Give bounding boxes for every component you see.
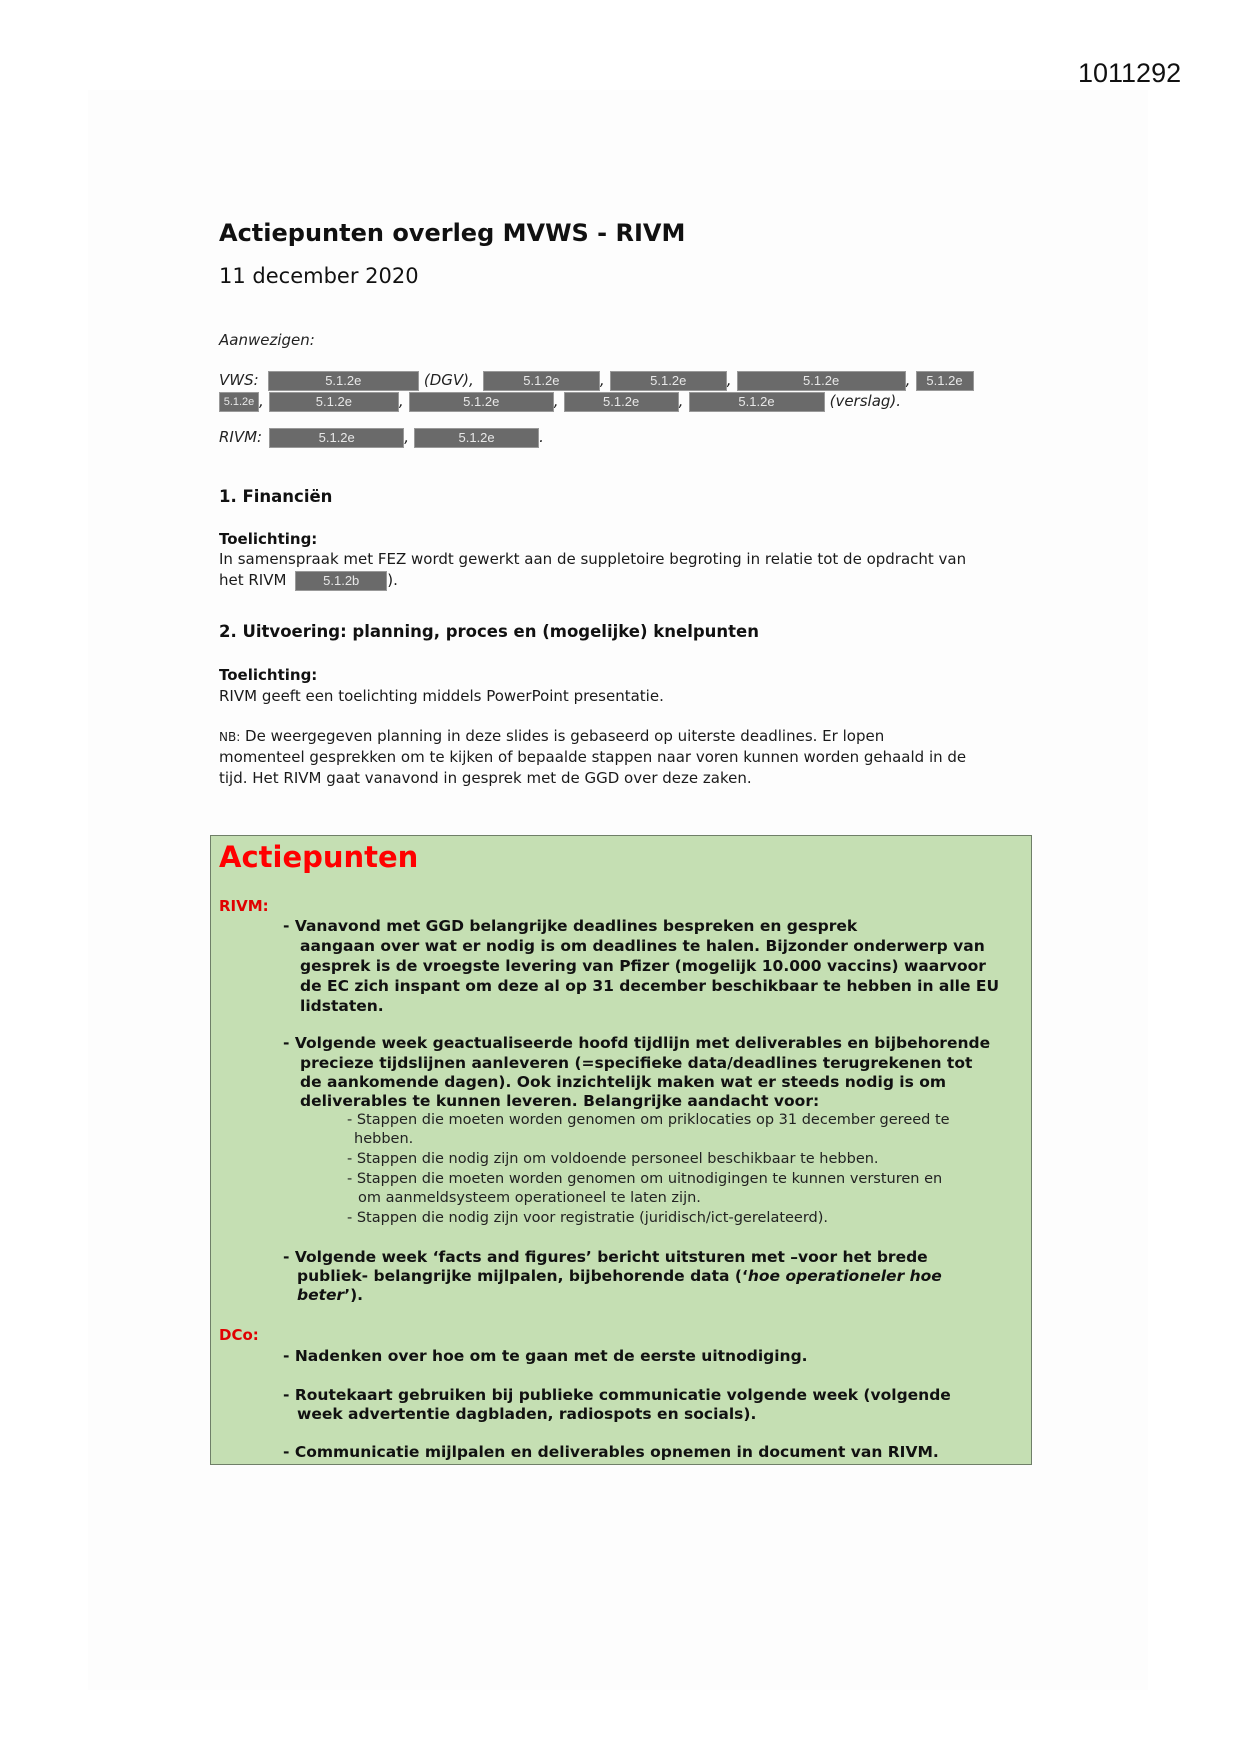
verslag-note: (verslag). [829,392,902,410]
separator: , [678,392,684,410]
vws-attendees-row-1 [219,370,974,391]
separator: . [539,428,544,446]
action-item-line: precieze tijdslijnen aanleveren (=specifieke data/deadlines terugrekenen tot [300,1054,973,1072]
action-item: - Routekaart gebruiken bij publieke communicatie volgende week (volgende [283,1386,951,1404]
dgv-note: (DGV), [423,371,474,389]
redaction-box: 5.1.2e [268,371,419,391]
redaction-box: 5.1.2e [610,371,727,391]
action-item-line: lidstaten. [300,997,384,1015]
page-title: Actiepunten overleg MVWS - RIVM [219,219,686,247]
redaction-box: 5.1.2e [414,428,539,448]
owner-label-rivm: RIVM: [219,897,269,915]
text-fragment: De weergegeven planning in deze slides is gebaseerd op uiterste deadlines. Er lopen [245,727,885,745]
action-item-line [297,1285,363,1305]
action-item-line: aangaan over wat er nodig is om deadlines te halen. Bijzonder onderwerp van [300,937,985,955]
redaction-box: 5.1.2e [269,428,404,448]
redaction-box: 5.1.2e [483,371,600,391]
rivm-label: RIVM: [219,428,263,446]
text-fragment: ). [387,571,398,589]
redaction-box: 5.1.2e [219,392,259,412]
separator: , [553,392,559,410]
section-heading-financien: 1. Financiën [219,487,333,506]
redaction-box: 5.1.2e [564,392,679,412]
separator: , [259,392,264,410]
text-fragment: publiek- belangrijke mijlpalen, bijbehorende data (‘ [297,1267,748,1285]
action-item: - Vanavond met GGD belangrijke deadlines bespreken en gesprek [283,917,858,935]
uitvoering-text: RIVM geeft een toelichting middels PowerPoint presentatie. [219,687,664,705]
section-heading-uitvoering: 2. Uitvoering: planning, proces en (mogelijke) knelpunten [219,622,759,641]
action-item-line [297,1266,942,1286]
attendees-label: Aanwezigen: [219,331,315,349]
meeting-date: 11 december 2020 [219,264,419,288]
separator: , [599,371,605,389]
separator: , [726,371,732,389]
separator: , [404,428,409,446]
sub-item-line: om aanmeldsysteem operationeel te laten zijn. [358,1190,701,1206]
text-fragment: ’). [344,1286,364,1304]
text-fragment-italic: hoe operationeler hoe [747,1267,942,1285]
action-item-line: de EC zich inspant om deze al op 31 december beschikbaar te hebben in alle EU [300,977,1000,995]
separator: , [905,371,911,389]
redaction-box: 5.1.2b [295,571,387,591]
sub-item: - Stappen die nodig zijn om voldoende personeel beschikbaar te hebben. [347,1151,879,1167]
toelichting-label: Toelichting: [219,666,318,684]
sub-item-line: hebben. [354,1131,414,1147]
text-fragment-italic: beter [297,1286,345,1304]
vws-label: VWS: [219,371,259,389]
nb-line-1 [219,726,884,747]
redaction-box: 5.1.2e [737,371,906,391]
action-item: - Volgende week geactualiseerde hoofd tijdlijn met deliverables en bijbehorende [283,1034,991,1052]
redaction-box: 5.1.2e [269,392,399,412]
financien-text-line-2 [219,570,398,591]
text-fragment: het RIVM [219,571,287,589]
owner-label-dco: DCo: [219,1326,259,1344]
action-item-line: week advertentie dagbladen, radiospots en socials). [297,1405,757,1423]
document-number: 1011292 [1078,58,1182,88]
nb-line-3: tijd. Het RIVM gaat vanavond in gesprek met de GGD over deze zaken. [219,769,752,787]
action-item: - Communicatie mijlpalen en deliverables opnemen in document van RIVM. [283,1443,939,1461]
action-item-line: de aankomende dagen). Ook inzichtelijk maken wat er steeds nodig is om [300,1073,947,1091]
redaction-box: 5.1.2e [689,392,825,412]
vws-attendees-row-2 [219,391,901,412]
sub-item: - Stappen die moeten worden genomen om uitnodigingen te kunnen versturen en [347,1171,943,1187]
redaction-box: 5.1.2e [409,392,554,412]
actiepunten-title: Actiepunten [219,840,419,874]
action-item: - Volgende week ‘facts and figures’ bericht uitsturen met –voor het brede [283,1248,928,1266]
redaction-box: 5.1.2e [916,371,974,391]
separator: , [398,392,404,410]
nb-label: NB: [219,730,241,744]
sub-item: - Stappen die moeten worden genomen om priklocaties op 31 december gereed te [347,1112,950,1128]
toelichting-label: Toelichting: [219,530,318,548]
action-item-line: deliverables te kunnen leveren. Belangrijke aandacht voor: [300,1092,820,1110]
financien-text-line-1: In samenspraak met FEZ wordt gewerkt aan de suppletoire begroting in relatie tot de opdracht van [219,550,967,568]
nb-line-2: momenteel gesprekken om te kijken of bepaalde stappen naar voren kunnen worden gehaald in de [219,748,967,766]
rivm-attendees-row [219,427,544,448]
sub-item: - Stappen die nodig zijn voor registratie (juridisch/ict-gerelateerd). [347,1210,829,1226]
action-item-line: gesprek is de vroegste levering van Pfizer (mogelijk 10.000 vaccins) waarvoor [300,957,986,975]
action-item: - Nadenken over hoe om te gaan met de eerste uitnodiging. [283,1347,808,1365]
